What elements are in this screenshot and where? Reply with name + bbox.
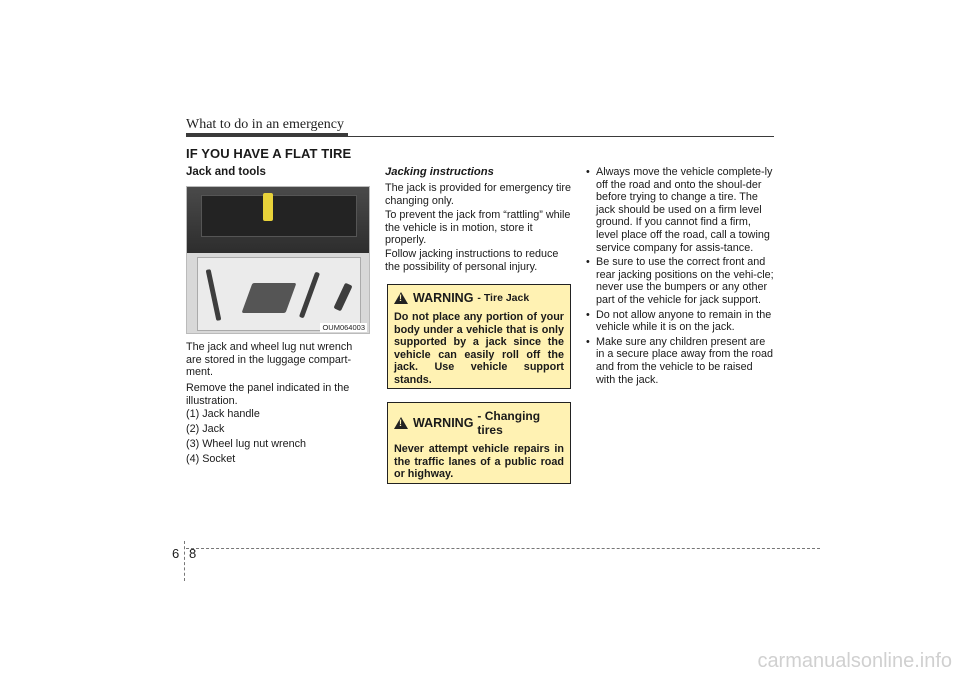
jacking-safety-paragraph: Follow jacking instructions to reduce the possibility of personal injury. (385, 248, 559, 273)
warning-triangle-icon (394, 417, 408, 429)
jack-tools-illustration (186, 186, 370, 334)
footer-rule (186, 548, 820, 549)
warning-box-tire-jack (387, 284, 571, 389)
jack-purpose-paragraph: The jack is provided for emergency tire changing only. (385, 182, 572, 207)
warning-text: Never attempt vehicle repairs in the traffic lanes of a public road or highway. (394, 443, 564, 481)
page-number: 8 (189, 546, 197, 561)
list-item: • Make sure any children present are in a secure place away from the road and from the vehicle to be raised with the jack. (584, 336, 774, 386)
warning-label: WARNING (413, 416, 474, 430)
list-item: • Be sure to use the correct front and rear jacking positions on the vehi-cle; never use the bumpers or any other part of the vehicle for jack support. (584, 256, 774, 306)
arrow-icon (263, 193, 273, 221)
warning-label: WARNING (413, 291, 474, 305)
tool-list-item: (4) Socket (186, 453, 236, 465)
warning-topic: - Tire Jack (477, 292, 530, 304)
image-code: OUM064003 (322, 323, 365, 332)
jack-storage-paragraph: To prevent the jack from “rattling” while the vehicle is in motion, store it properly. (385, 209, 571, 247)
jack-and-tools-heading: Jack and tools (186, 166, 266, 178)
chapter-title: What to do in an emergency (186, 117, 344, 132)
warning-topic: - Changing tires (477, 409, 541, 437)
jacking-instructions-heading: Jacking instructions (385, 166, 494, 178)
remove-panel-paragraph: Remove the panel indicated in the illustration. (186, 382, 350, 407)
list-item: • Always move the vehicle complete-ly off the road and onto the shoul-der before trying to change a tire. The jack should be used on a firm level ground. If you cannot find a firm, level place off the road, call a towing service company for assis-tance. (584, 166, 774, 254)
footer-divider (184, 541, 185, 581)
watermark: carmanualsonline.info (757, 650, 952, 672)
tool-list-item: (2) Jack (186, 423, 225, 435)
jacking-precautions-list (584, 166, 774, 388)
section-title: IF YOU HAVE A FLAT TIRE (186, 146, 352, 161)
tool-list-item: (1) Jack handle (186, 408, 260, 420)
warning-text: Do not place any portion of your body under a vehicle that is only supported by a jack since the vehicle can easily roll off the jack. Use vehicle support stands. (394, 311, 564, 386)
tool-list-item: (3) Wheel lug nut wrench (186, 438, 307, 450)
chapter-number: 6 (172, 546, 180, 561)
storage-bay (201, 195, 357, 237)
warning-box-changing-tires (387, 402, 571, 484)
list-item: • Do not allow anyone to remain in the vehicle while it is on the jack. (584, 309, 774, 334)
storage-paragraph: The jack and wheel lug nut wrench are stored in the luggage compart-ment. (186, 341, 353, 379)
header-rule (186, 136, 774, 137)
warning-triangle-icon (394, 292, 408, 304)
